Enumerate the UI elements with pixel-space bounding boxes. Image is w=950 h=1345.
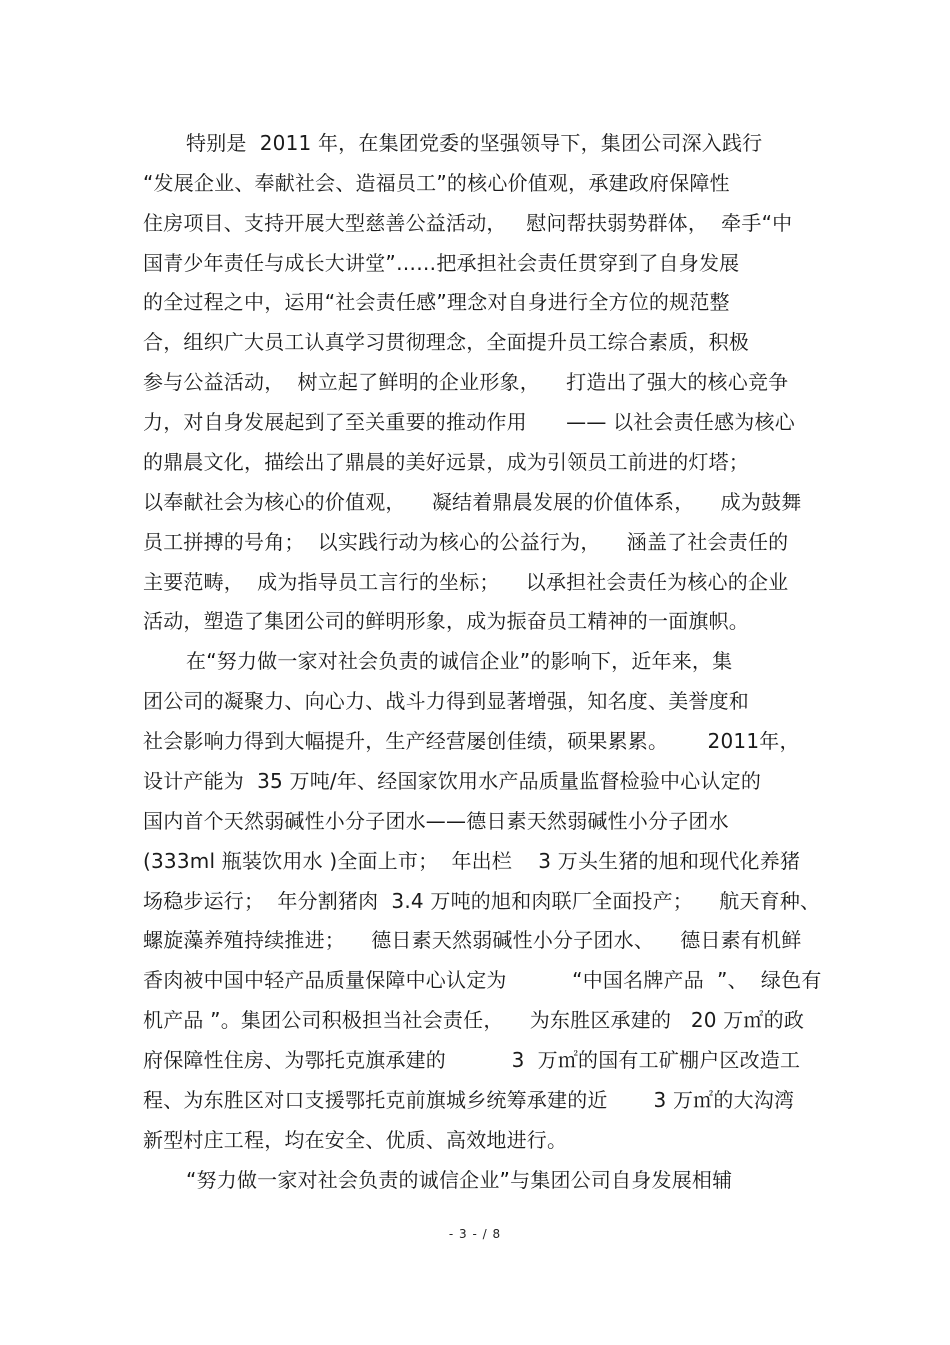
paragraph-line: 主要范畴， 成为指导员工言行的坐标； 以承担社会责任为核心的企业	[143, 570, 789, 594]
paragraph-line: 以奉献社会为核心的价值观， 凝结着鼎晨发展的价值体系， 成为鼓舞	[143, 490, 802, 514]
paragraph-line: 住房项目、支持开展大型慈善公益活动， 慰问帮扶弱势群体， 牵手“中	[143, 211, 793, 235]
paragraph-line: “发展企业、奉献社会、造福员工”的核心价值观，承建政府保障性	[143, 171, 730, 195]
paragraph-line: 香肉被中国中轻产品质量保障中心认定为 “中国名牌产品 ”、 绿色有	[143, 968, 822, 992]
paragraph-line: 员工拼搏的号角； 以实践行动为核心的公益行为， 涵盖了社会责任的	[143, 530, 789, 554]
paragraph-line: 的全过程之中，运用“社会责任感”理念对自身进行全方位的规范整	[143, 290, 730, 314]
paragraph-line: 社会影响力得到大幅提升，生产经营屡创佳绩，硕果累累。 2011年，	[143, 729, 800, 753]
paragraph-line: “努力做一家对社会负责的诚信企业”与集团公司自身发展相辅	[186, 1168, 733, 1192]
paragraph-line: 在“努力做一家对社会负责的诚信企业”的影响下，近年来，集	[186, 649, 733, 673]
paragraph-line: 参与公益活动， 树立起了鲜明的企业形象， 打造出了强大的核心竞争	[143, 370, 789, 394]
paragraph-line: 活动，塑造了集团公司的鲜明形象，成为振奋员工精神的一面旗帜。	[143, 609, 749, 633]
paragraph-line: 机产品 ”。集团公司积极担当社会责任， 为东胜区承建的 20 万㎡的政	[143, 1008, 805, 1032]
paragraph-line: 新型村庄工程，均在安全、优质、高效地进行。	[143, 1128, 568, 1152]
paragraph-line: 团公司的凝聚力、向心力、战斗力得到显著增强，知名度、美誉度和	[143, 689, 749, 713]
paragraph-line: 特别是 2011 年，在集团党委的坚强领导下，集团公司深入践行	[186, 131, 763, 155]
paragraph-line: 合，组织广大员工认真学习贯彻理念，全面提升员工综合素质，积极	[143, 330, 749, 354]
paragraph-line: 螺旋藻养殖持续推进； 德日素天然弱碱性小分子团水、 德日素有机鲜	[143, 928, 802, 952]
paragraph-line: 国青少年责任与成长大讲堂”……把承担社会责任贯穿到了自身发展	[143, 251, 740, 275]
page-number: - 3 - / 8	[448, 1227, 502, 1241]
paragraph-line: 力，对自身发展起到了至关重要的推动作用 —— 以社会责任感为核心	[143, 410, 795, 434]
paragraph-line: 场稳步运行； 年分割猪肉 3.4 万吨的旭和肉联厂全面投产； 航天育种、	[143, 889, 821, 913]
paragraph-line: 国内首个天然弱碱性小分子团水——德日素天然弱碱性小分子团水	[143, 809, 729, 833]
paragraph-line: (333ml 瓶装饮用水 )全面上市； 年出栏 3 万头生猪的旭和现代化养猪	[143, 849, 801, 873]
paragraph-line: 的鼎晨文化，描绘出了鼎晨的美好远景，成为引领员工前进的灯塔；	[143, 450, 749, 474]
paragraph-line: 程、为东胜区对口支援鄂托克前旗城乡统筹承建的近 3 万㎡的大沟湾	[143, 1088, 795, 1112]
paragraph-line: 设计产能为 35 万吨/年、经国家饮用水产品质量监督检验中心认定的	[143, 769, 762, 793]
paragraph-line: 府保障性住房、为鄂托克旗承建的 3 万㎡的国有工矿棚户区改造工	[143, 1048, 801, 1072]
